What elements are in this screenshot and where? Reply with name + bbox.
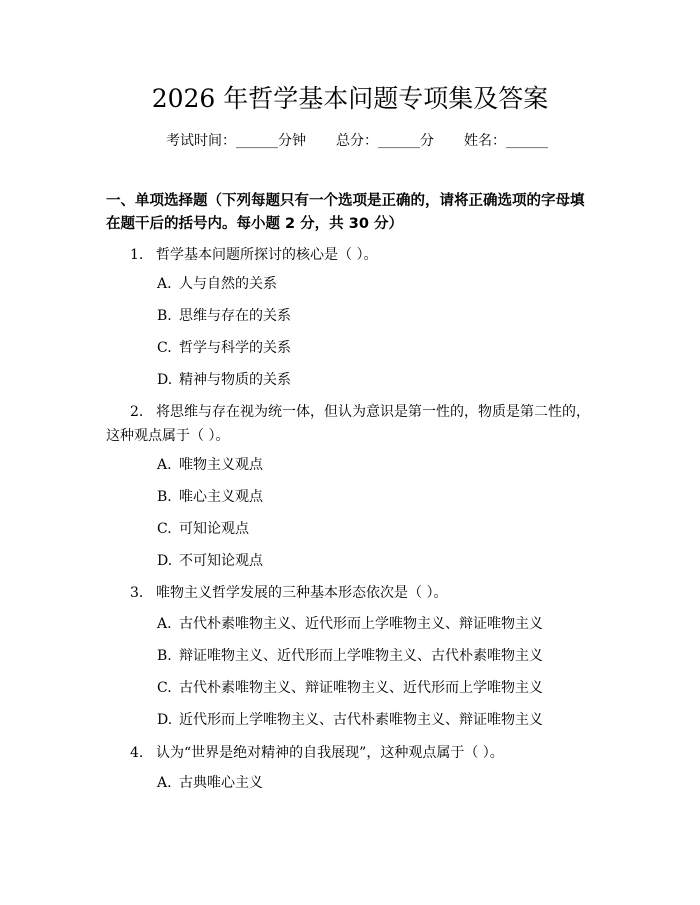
option-text: 古代朴素唯物主义、辩证唯物主义、近代形而上学唯物主义 [179, 680, 543, 696]
option-letter: A. [157, 616, 172, 632]
question-number: 4. [130, 745, 144, 761]
option-letter: C. [157, 340, 172, 356]
student-name-label: 姓名：______ [464, 133, 548, 149]
question-2 [106, 400, 596, 448]
total-score-label: 总分：______分 [336, 133, 434, 149]
option-letter: B. [157, 648, 172, 664]
option-1a [157, 273, 277, 295]
option-text: 唯心主义观点 [179, 489, 263, 505]
option-4a [157, 772, 263, 794]
option-2d [157, 550, 263, 572]
option-letter: A. [157, 276, 172, 292]
question-number: 1. [130, 247, 144, 263]
option-3b [157, 645, 543, 667]
option-text: 思维与存在的关系 [179, 308, 291, 324]
option-letter: D. [157, 712, 173, 728]
option-letter: D. [157, 372, 173, 388]
option-letter: A. [157, 457, 172, 473]
option-text: 哲学与科学的关系 [179, 340, 291, 356]
question-text: 唯物主义哲学发展的三种基本形态依次是（ ）。 [156, 585, 448, 601]
option-text: 唯物主义观点 [179, 457, 263, 473]
option-text: 古典唯心主义 [179, 775, 263, 791]
option-1d [157, 369, 291, 391]
option-2c [157, 518, 249, 540]
question-1 [106, 243, 596, 267]
question-number: 3. [130, 585, 144, 601]
option-letter: B. [157, 489, 172, 505]
option-1c [157, 337, 291, 359]
section-heading: 一、单项选择题（下列每题只有一个选项是正确的，请将正确选项的字母填在题干后的括号内。每小题 2 分，共 30 分） [106, 193, 585, 232]
question-4 [106, 741, 596, 765]
option-letter: C. [157, 521, 172, 537]
question-text: 哲学基本问题所探讨的核心是（ ）。 [156, 247, 378, 263]
question-text: 认为“世界是绝对精神的自我展现”，这种观点属于（ ）。 [156, 745, 504, 761]
option-1b [157, 305, 291, 327]
option-text: 古代朴素唯物主义、近代形而上学唯物主义、辩证唯物主义 [179, 616, 543, 632]
option-2a [157, 454, 263, 476]
option-letter: C. [157, 680, 172, 696]
question-3 [106, 581, 596, 605]
option-3a [157, 613, 543, 635]
option-text: 近代形而上学唯物主义、古代朴素唯物主义、辩证唯物主义 [179, 712, 543, 728]
option-text: 精神与物质的关系 [179, 372, 291, 388]
exam-time-label: 考试时间：______分钟 [166, 133, 306, 149]
option-text: 辩证唯物主义、近代形而上学唯物主义、古代朴素唯物主义 [179, 648, 543, 664]
option-2b [157, 486, 263, 508]
option-letter: B. [157, 308, 172, 324]
option-text: 不可知论观点 [179, 553, 263, 569]
option-letter: D. [157, 553, 173, 569]
option-text: 可知论观点 [179, 521, 249, 537]
option-3d [157, 709, 543, 731]
page-title: 2026 年哲学基本问题专项集及答案 [151, 84, 549, 113]
option-3c [157, 677, 543, 699]
option-letter: A. [157, 775, 172, 791]
question-text: 将思维与存在视为统一体，但认为意识是第一性的，物质是第二性的，这种观点属于（ ）。 [106, 404, 590, 444]
option-text: 人与自然的关系 [179, 276, 277, 292]
exam-meta-line [166, 131, 548, 151]
question-number: 2. [130, 404, 144, 420]
